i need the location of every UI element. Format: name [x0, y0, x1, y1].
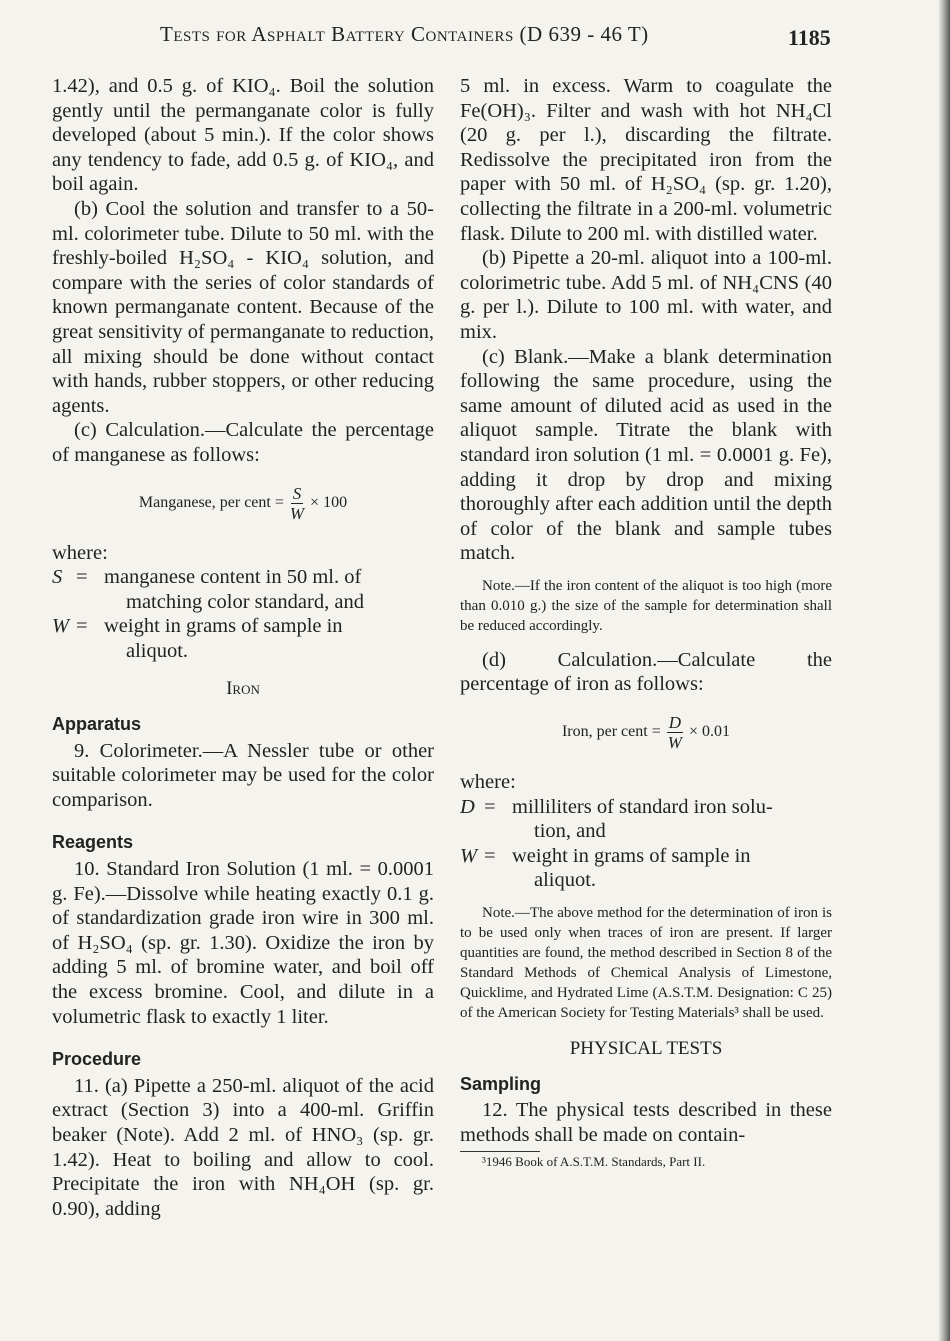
definition-d: [460, 795, 832, 844]
def-line: tion, and: [534, 820, 606, 843]
def-text: [512, 795, 832, 844]
paragraph: (b) Cool the solution and transfer to a 50-ml. colorimeter tube. Dilute to 50 ml. with the freshly-boiled H₂SO₄ - KIO₄ solution, and compare with the series of color standards of known permanganate content. Because of the great sensitivity of permanganate to reduction, all mixing should be done without contact with hands, rubber stoppers, or other reducing agents.: [52, 197, 434, 417]
formula-fraction: [667, 713, 683, 752]
def-symbol: W: [52, 615, 70, 638]
page-number: 1185: [788, 25, 831, 50]
def-line: aliquot.: [126, 639, 189, 662]
def-text: [104, 614, 434, 663]
heading-procedure: Procedure: [52, 1049, 142, 1070]
paragraph: (d) Calculation.—Calculate the percentage of iron as follows:: [460, 648, 832, 696]
header-title: Tests for Asphalt Battery Containers (D 639 - 46 T): [160, 22, 649, 46]
formula-tail: × 100: [310, 493, 348, 511]
running-header: [0, 22, 950, 52]
paragraph: 1.42), and 0.5 g. of KIO₄. Boil the solution gently until the permanganate color is fully developed (about 5 min.). If the color shows any tendency to fade, add 0.5 g. of KIO₄, and boil again.: [52, 75, 434, 196]
paragraph: 10. Standard Iron Solution (1 ml. = 0.0001 g. Fe).—Dissolve while heating exactly 0.1 g. of standardization grade iron wire in 300 ml. of H₂SO₄ (sp. gr. 1.30). Oxidize the iron by adding 5 ml. of bromine water, and boil off the excess bromine. Cool, and dilute in a volumetric flask to exactly 1 liter.: [52, 858, 434, 1028]
iron-formula: [460, 713, 832, 752]
def-text: [512, 844, 832, 893]
right-column: [460, 74, 832, 1170]
page-edge-shadow: [938, 0, 950, 1341]
footnote-rule: [460, 1151, 540, 1152]
def-symbol: W: [460, 844, 478, 867]
def-line: weight in grams of sample in: [512, 844, 751, 867]
def-equals: =: [484, 844, 496, 867]
definition-w: [460, 844, 832, 893]
footnote: ³1946 Book of A.S.T.M. Standards, Part II.: [482, 1154, 706, 1170]
formula-tail: × 0.01: [689, 723, 731, 741]
def-equals: =: [484, 795, 496, 818]
paragraph: 12. The physical tests described in these methods shall be made on contain-: [460, 1099, 832, 1146]
formula-denominator: W: [667, 733, 682, 753]
def-line: weight in grams of sample in: [104, 615, 343, 638]
def-text: [104, 565, 434, 614]
note: Note.—The above method for the determination of iron is to be used only when traces of iron are present. If larger quantities are found, the method described in Section 8 of the Standard Methods of Chemical Analysis of Limestone, Quicklime, and Hydrated Lime (A.S.T.M. Designation: C 25) of the American Society for Testing Materials³ shall be used.: [460, 905, 832, 1022]
paragraph: (c) Calculation.—Calculate the percentage of manganese as follows:: [52, 419, 434, 466]
heading-reagents: Reagents: [52, 832, 134, 853]
heading-apparatus: Apparatus: [52, 714, 142, 735]
def-line: aliquot.: [534, 869, 597, 892]
definition-w: [52, 614, 434, 663]
paragraph: 11. (a) Pipette a 250-ml. aliquot of the acid extract (Section 3) into a 400-ml. Griffin beaker (Note). Add 2 ml. of HNO₃ (sp. gr. 1.42). Heat to boiling and allow to cool. Precipitate the iron with NH₄OH (sp. gr. 0.90), adding: [52, 1074, 434, 1220]
definition-s: [52, 565, 434, 614]
where-label: where:: [460, 771, 516, 794]
paragraph: 5 ml. in excess. Warm to coagulate the Fe(OH)₃. Filter and wash with hot NH₄Cl (20 g. per l.), discarding the filtrate. Redissolve the precipitated iron from the paper with 50 ml. of H₂SO₄ (sp. gr. 1.20), collecting the filtrate in a 200-ml. volumetric flask. Dilute to 200 ml. with distilled water.: [460, 75, 832, 245]
paragraph: (b) Pipette a 20-ml. aliquot into a 100-ml. colorimetric tube. Add 5 ml. of NH₄CNS (40 g. per l.). Dilute to 100 ml. with water, and mix.: [460, 247, 832, 343]
paragraph: (c) Blank.—Make a blank determination following the same procedure, using the same amount of diluted acid as used in the aliquot sample. Titrate the blank with standard iron solution (1 ml. = 0.0001 g. Fe), adding it drop by drop and mixing thoroughly after each addition until the depth of color of the blank and sample tubes match.: [460, 345, 832, 565]
formula-numerator: D: [668, 713, 681, 733]
where-label: where:: [52, 541, 108, 564]
left-column: [52, 74, 434, 1221]
section-title-iron: Iron: [226, 678, 260, 700]
formula-numerator: S: [292, 483, 302, 503]
formula-denominator: W: [289, 503, 305, 523]
def-line: milliliters of standard iron solu-: [512, 795, 773, 818]
section-title-physical: PHYSICAL TESTS: [569, 1038, 723, 1060]
def-equals: =: [76, 615, 88, 638]
paragraph: 9. Colorimeter.—A Nessler tube or other suitable colorimeter may be used for the color comparison.: [52, 739, 434, 811]
formula-label: Manganese, per cent =: [138, 493, 284, 511]
def-symbol: D: [460, 795, 475, 818]
manganese-formula: [52, 484, 434, 523]
def-line: manganese content in 50 ml. of: [104, 566, 362, 589]
heading-sampling: Sampling: [460, 1073, 542, 1094]
formula-fraction: [290, 484, 304, 523]
def-equals: =: [76, 566, 88, 589]
formula-label: Iron, per cent =: [561, 723, 661, 741]
note: Note.—If the iron content of the aliquot is too high (more than 0.010 g.) the size of the sample for determination shall be reduced accordingly.: [460, 577, 832, 634]
def-line: matching color standard, and: [126, 590, 364, 613]
def-symbol: S: [52, 566, 63, 589]
